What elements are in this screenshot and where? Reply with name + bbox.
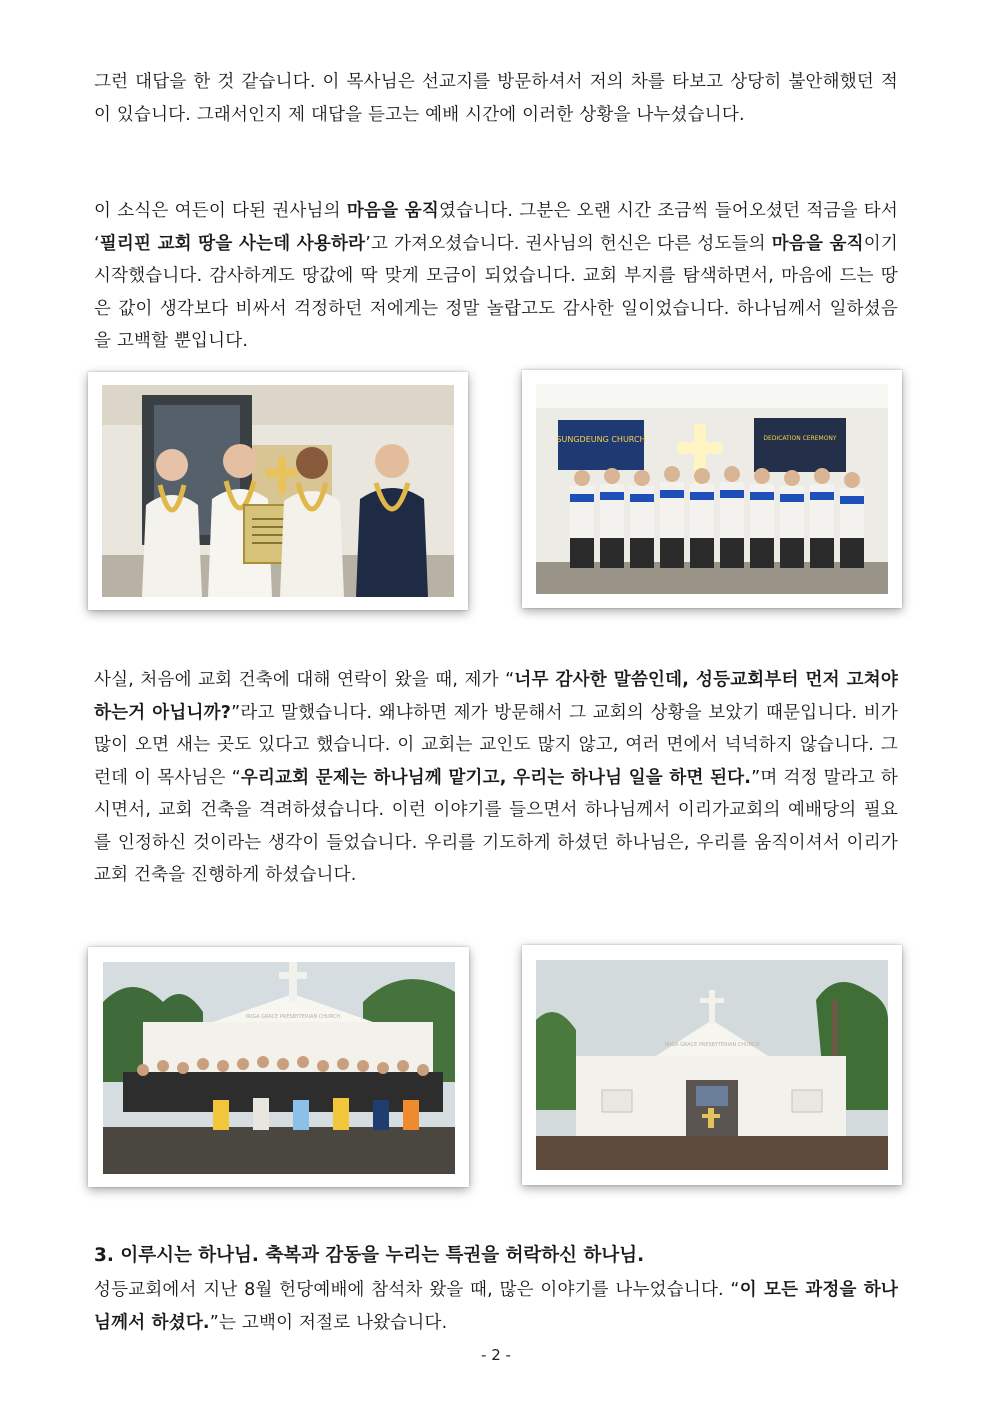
paragraph-4-text-a: 성등교회에서 지난 8월 헌당예배에 참석차 왔을 때, 많은 이야기를 나누었습니다. “ (94, 1280, 740, 1300)
photo-church-exterior (522, 945, 902, 1185)
paragraph-1-text: 그런 대답을 한 것 같습니다. 이 목사님은 선교지를 방문하셔서 저의 차를 타보고 상당히 불안해했던 적이 있습니다. 그래서인지 제 대답을 듣고는 예배 시간에 이러한 상황을 나누셨습니다. (94, 72, 898, 125)
photo-group-church (88, 947, 469, 1187)
church-sign-4: IRIGA GRACE PRESBYTERIAN CHURCH (664, 1042, 760, 1048)
screen-right-text: DEDICATION CEREMONY (763, 435, 837, 442)
paragraph-3-bold-b: 우리교회 문제는 하나님께 맡기고, 우리는 하나님 일을 하면 된다. (240, 767, 752, 788)
paragraph-3 (94, 664, 898, 892)
paragraph-2-bold-c: 마음을 움직 (771, 233, 864, 254)
paragraph-4-bold-a: 이 모든 과정을 하나님께서 하셨다. (94, 1280, 898, 1333)
church-sign-3: IRIGA GRACE PRESBYTERIAN CHURCH (245, 1014, 341, 1020)
screen-left-text: SUNGDEUNG CHURCH (556, 435, 646, 444)
paragraph-4-text-b: ”는 고백이 저절로 나왔습니다. (209, 1312, 448, 1333)
photo-choir-image (536, 384, 888, 594)
paragraph-3-text-c: ”며 걱정 말라고 하시면서, 교회 건축을 격려하셨습니다. 이런 이야기를 들으면서 하나님께서 이리가교회의 예배당의 필요를 인정하신 것이라는 생각이 들었습니다. 우리를 기도하게 하셨던 하나님은, 우리를 움직이셔서 이리가교회 건축을 진행하게 하셨습니다. (94, 767, 898, 885)
paragraph-3-text-a: 사실, 처음에 교회 건축에 대해 연락이 왔을 때, 제가 “ (94, 670, 515, 690)
page-number: - 2 - (481, 1346, 511, 1364)
paragraph-4 (94, 1274, 898, 1339)
paragraph-2-text-c: ’고 가져오셨습니다. 권사님의 헌신은 다른 성도들의 (365, 233, 772, 254)
paragraph-2-text-b: 였습니다. 그분은 오랜 시간 조금씩 들어오셨던 적금을 타서 ‘ (94, 201, 898, 254)
photo-ceremony-plaque-image (102, 385, 454, 597)
section-heading: 3. 이루시는 하나님. 축복과 감동을 누리는 특권을 허락하신 하나님. (94, 1245, 645, 1266)
paragraph-2 (94, 195, 898, 358)
photo-group-church-image (103, 962, 455, 1174)
paragraph-3-bold-a: 너무 감사한 말씀인데, 성등교회부터 먼저 고쳐야 하는거 아닙니까? (94, 670, 898, 723)
paragraph-1 (94, 66, 898, 131)
paragraph-2-text-a: 이 소식은 여든이 다된 권사님의 (94, 201, 347, 221)
photo-church-exterior-image (536, 960, 888, 1170)
photo-ceremony-plaque (88, 372, 468, 610)
photo-choir (522, 370, 902, 608)
paragraph-2-text-d: 이기 시작했습니다. 감사하게도 땅값에 딱 맞게 모금이 되었습니다. 교회 부지를 탐색하면서, 마음에 드는 땅은 값이 생각보다 비싸서 걱정하던 저에게는 정말 놀랍고도 감사한 일이었습니다. 하나님께서 일하셨음을 고백할 뿐입니다. (94, 233, 898, 351)
paragraph-3-text-b: ”라고 말했습니다. 왜냐하면 제가 방문해서 그 교회의 상황을 보았기 때문입니다. 비가 많이 오면 새는 곳도 있다고 했습니다. 이 교회는 교인도 많지 않고, 여러 면에서 넉넉하지 않습니다. 그런데 이 목사님은 “ (94, 702, 898, 788)
paragraph-2-bold-a: 마음을 움직 (346, 201, 440, 221)
paragraph-2-bold-b: 필리핀 교회 땅을 사는데 사용하라 (99, 233, 366, 254)
